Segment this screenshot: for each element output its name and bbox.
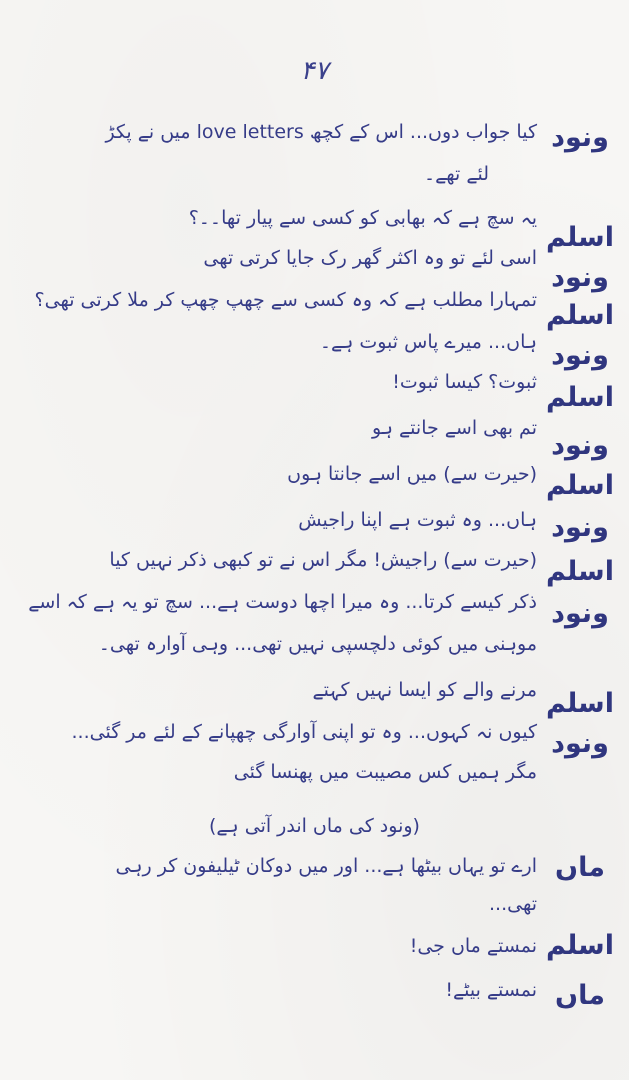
dialogue-line: ارے تو یہاں بیٹھا ہے... اور میں دوکان ٹیلیفون کر رہی — [115, 855, 537, 877]
speaker-label: ونود — [551, 512, 609, 543]
speaker-label: اسلم — [545, 300, 614, 331]
dialogue-line: اسی لئے تو وہ اکثر گھر رک جایا کرتی تھی — [203, 247, 537, 269]
dialogue-line: نمستے ماں جی! — [409, 935, 537, 957]
dialogue-line: کیوں نہ کہوں... وہ تو اپنی آوارگی چھپانے کے لئے مر گئی... — [71, 721, 537, 743]
speaker-label: ونود — [551, 598, 609, 629]
dialogue-line: نمستے بیٹے! — [445, 979, 537, 1001]
speaker-label: ونود — [551, 728, 609, 759]
speaker-label: اسلم — [545, 382, 614, 413]
dialogue-line: تھی... — [488, 893, 537, 915]
dialogue-line: (حیرت سے) میں اسے جانتا ہوں — [287, 463, 537, 485]
dialogue-line: ذکر کیسے کرتا... وہ میرا اچھا دوست ہے... سچ تو یہ ہے کہ اسے — [28, 591, 537, 613]
page-number: ۴۷ — [300, 56, 329, 86]
speaker-label: ونود — [551, 122, 609, 153]
speaker-label: ماں — [555, 980, 605, 1011]
speaker-label: اسلم — [545, 470, 614, 501]
dialogue-line: ثبوت؟ کیسا ثبوت! — [392, 371, 537, 393]
dialogue-line: موہنی میں کوئی دلچسپی نہیں تھی... وہی آوارہ تھی۔ — [98, 633, 537, 655]
dialogue-line: تمہارا مطلب ہے کہ وہ کسی سے چھپ چھپ کر ملا کرتی تھی؟ — [34, 289, 537, 311]
stage-direction: (ونود کی ماں اندر آتی ہے) — [209, 815, 420, 837]
speaker-label: ونود — [551, 262, 609, 293]
dialogue-line: یہ سچ ہے کہ بھابی کو کسی سے پیار تھا۔۔؟ — [188, 207, 537, 229]
dialogue-line: کیا جواب دوں... اس کے کچھ love letters میں نے پکڑ — [105, 121, 537, 143]
speaker-label: اسلم — [545, 222, 614, 253]
dialogue-line: لئے تھے۔ — [423, 163, 489, 185]
speaker-label: اسلم — [545, 556, 614, 587]
dialogue-line: تم بھی اسے جانتے ہو — [372, 417, 537, 439]
speaker-label: اسلم — [545, 930, 614, 961]
dialogue-line: مگر ہمیں کس مصیبت میں پھنسا گئی — [233, 761, 537, 783]
dialogue-line: (حیرت سے) راجیش! مگر اس نے تو کبھی ذکر نہیں کیا — [109, 549, 537, 571]
dialogue-line: مرنے والے کو ایسا نہیں کہتے — [312, 679, 537, 701]
dialogue-line: ہاں... میرے پاس ثبوت ہے۔ — [319, 331, 537, 353]
dialogue-line: ہاں... وہ ثبوت ہے اپنا راجیش — [298, 509, 537, 531]
speaker-label: ونود — [551, 340, 609, 371]
speaker-label: اسلم — [545, 688, 614, 719]
speaker-label: ماں — [555, 852, 605, 883]
speaker-label: ونود — [551, 430, 609, 461]
